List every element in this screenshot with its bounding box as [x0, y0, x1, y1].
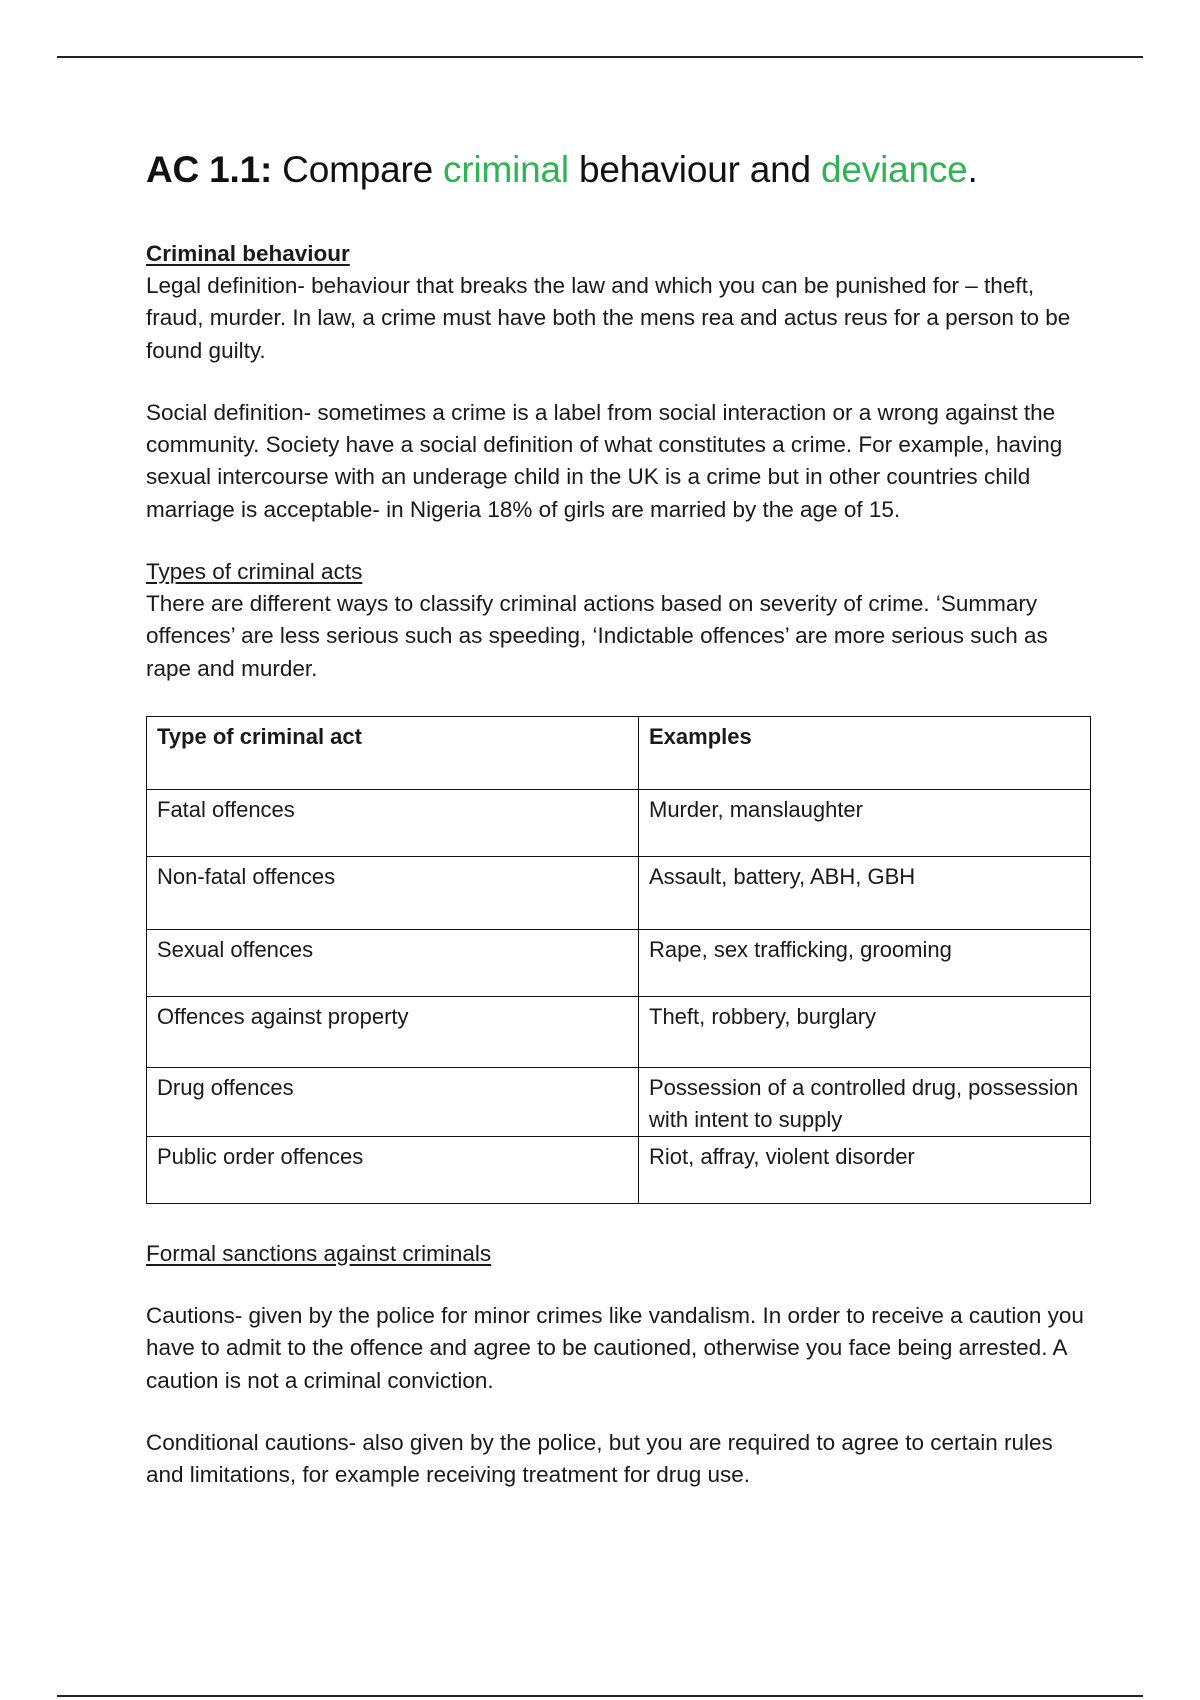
title-part1: Compare: [282, 149, 433, 190]
table-row: [147, 856, 1091, 929]
table-row: [147, 929, 1091, 996]
document-body: [146, 145, 1096, 1491]
title-deviance: deviance: [821, 149, 968, 190]
table-header-examples: Examples: [639, 716, 1091, 789]
title-lead: AC 1.1:: [146, 149, 273, 190]
conditional-cautions-paragraph: Conditional cautions- also given by the police, but you are required to agree to certain rules and limitations, for example receiving treatment for drug use.: [146, 1429, 1053, 1488]
table-cell-type: Drug offences: [147, 1067, 639, 1136]
types-heading: Types of criminal acts: [146, 559, 363, 585]
legal-definition-paragraph: Legal definition- behaviour that breaks the law and which you can be punished for – theft, fraud, murder. In law, a crime must have both the mens rea and actus reus for a person to be found guilty.: [146, 273, 1071, 363]
sanctions-heading: Formal sanctions against criminals: [146, 1240, 492, 1266]
table-cell-examples: Theft, robbery, burglary: [639, 996, 1091, 1067]
table-row: [147, 1136, 1091, 1203]
table-cell-examples: Murder, manslaughter: [639, 789, 1091, 856]
types-intro-paragraph: There are different ways to classify criminal actions based on severity of crime. ‘Summary offences’ are less serious such as speeding, ‘Indictable offences’ are more serious such as rape and murder.: [146, 591, 1048, 681]
criminal-behaviour-heading: Criminal behaviour: [146, 241, 350, 266]
cautions-paragraph: Cautions- given by the police for minor crimes like vandalism. In order to receive a caution you have to admit to the offence and agree to be cautioned, otherwise you face being arrested. A caution is not a criminal conviction.: [146, 1302, 1084, 1393]
table-cell-examples: Rape, sex trafficking, grooming: [639, 929, 1091, 996]
table-header-row: [147, 716, 1091, 789]
table-row: [147, 996, 1091, 1067]
table-cell-examples: Assault, battery, ABH, GBH: [639, 856, 1091, 929]
table-cell-type: Fatal offences: [147, 789, 639, 856]
table-cell-type: Public order offences: [147, 1136, 639, 1203]
social-definition-paragraph: Social definition- sometimes a crime is a label from social interaction or a wrong against the community. Society have a social definition of what constitutes a crime. For example, having sexual intercourse with an underage child in the UK is a crime but in other countries child marriage is acceptable- in Nigeria 18% of girls are married by the age of 15.: [146, 399, 1063, 522]
table-row: [147, 789, 1091, 856]
table-row: [147, 1067, 1091, 1136]
title-part2: behaviour and: [579, 149, 811, 190]
table-header-type: Type of criminal act: [147, 716, 639, 789]
table-cell-type: Sexual offences: [147, 929, 639, 996]
table-cell-examples: Possession of a controlled drug, possession with intent to supply: [639, 1067, 1091, 1136]
footer-rule: [57, 1695, 1143, 1697]
title-end: .: [967, 149, 978, 190]
table-cell-type: Non-fatal offences: [147, 856, 639, 929]
table-cell-type: Offences against property: [147, 996, 639, 1067]
header-rule: [57, 56, 1143, 58]
title-criminal: criminal: [443, 149, 569, 190]
table-cell-examples: Riot, affray, violent disorder: [639, 1136, 1091, 1203]
criminal-acts-table: [146, 716, 1091, 1204]
page-title: [146, 145, 1096, 195]
